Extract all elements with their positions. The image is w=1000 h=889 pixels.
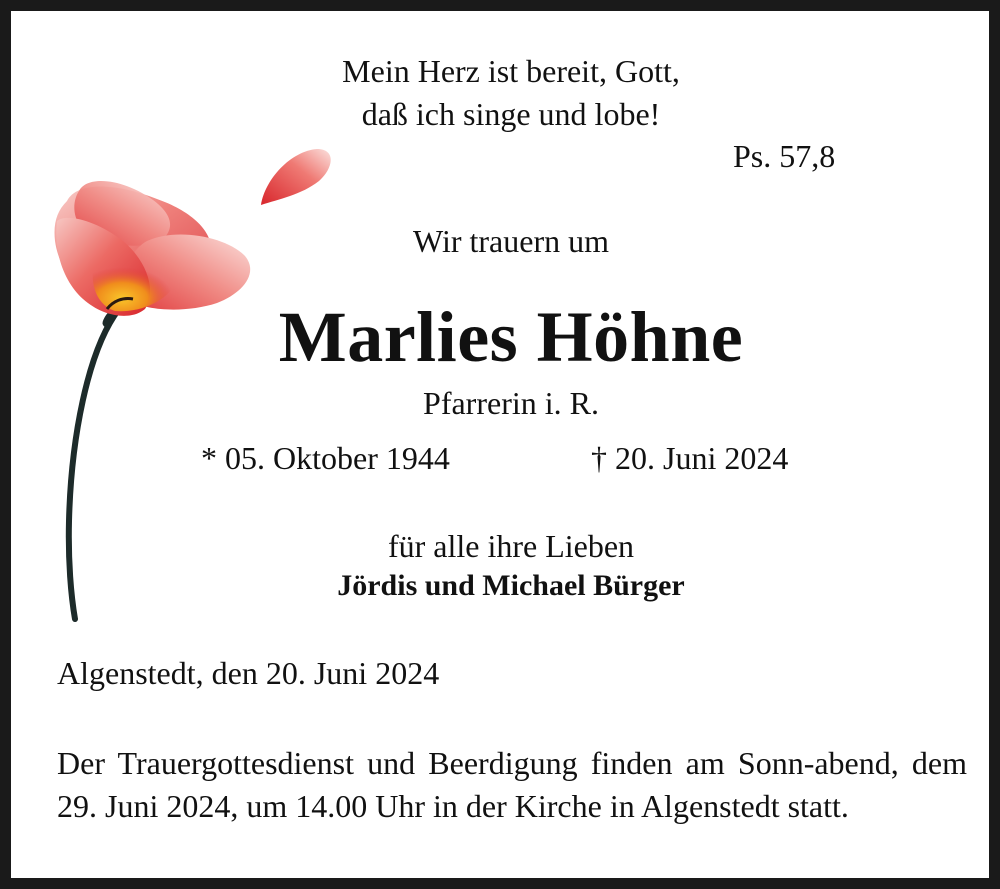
place-date: Algenstedt, den 20. Juni 2024 <box>57 655 440 691</box>
funeral-notice: Der Trauergottesdienst und Beerdigung finden am Sonn-abend, dem 29. Juni 2024, um 14.00 Uhr in der Kirche in Algenstedt statt. <box>57 745 967 824</box>
deceased-name: Marlies Höhne <box>278 297 744 377</box>
verse-line-2: daß ich singe und lobe! <box>361 96 661 132</box>
mourners-line: für alle ihre Lieben <box>387 528 635 564</box>
mourners-names: Jördis und Michael Bürger <box>337 569 685 602</box>
deceased-title: Pfarrerin i. R. <box>423 385 599 421</box>
verse-line-1: Mein Herz ist bereit, Gott, <box>342 53 680 89</box>
death-date: † 20. Juni 2024 <box>591 440 789 476</box>
verse-reference: Ps. 57,8 <box>733 138 836 174</box>
intro-text: Wir trauern um <box>413 223 609 259</box>
falling-petal <box>261 149 331 205</box>
birth-date: * 05. Oktober 1944 <box>201 440 450 476</box>
